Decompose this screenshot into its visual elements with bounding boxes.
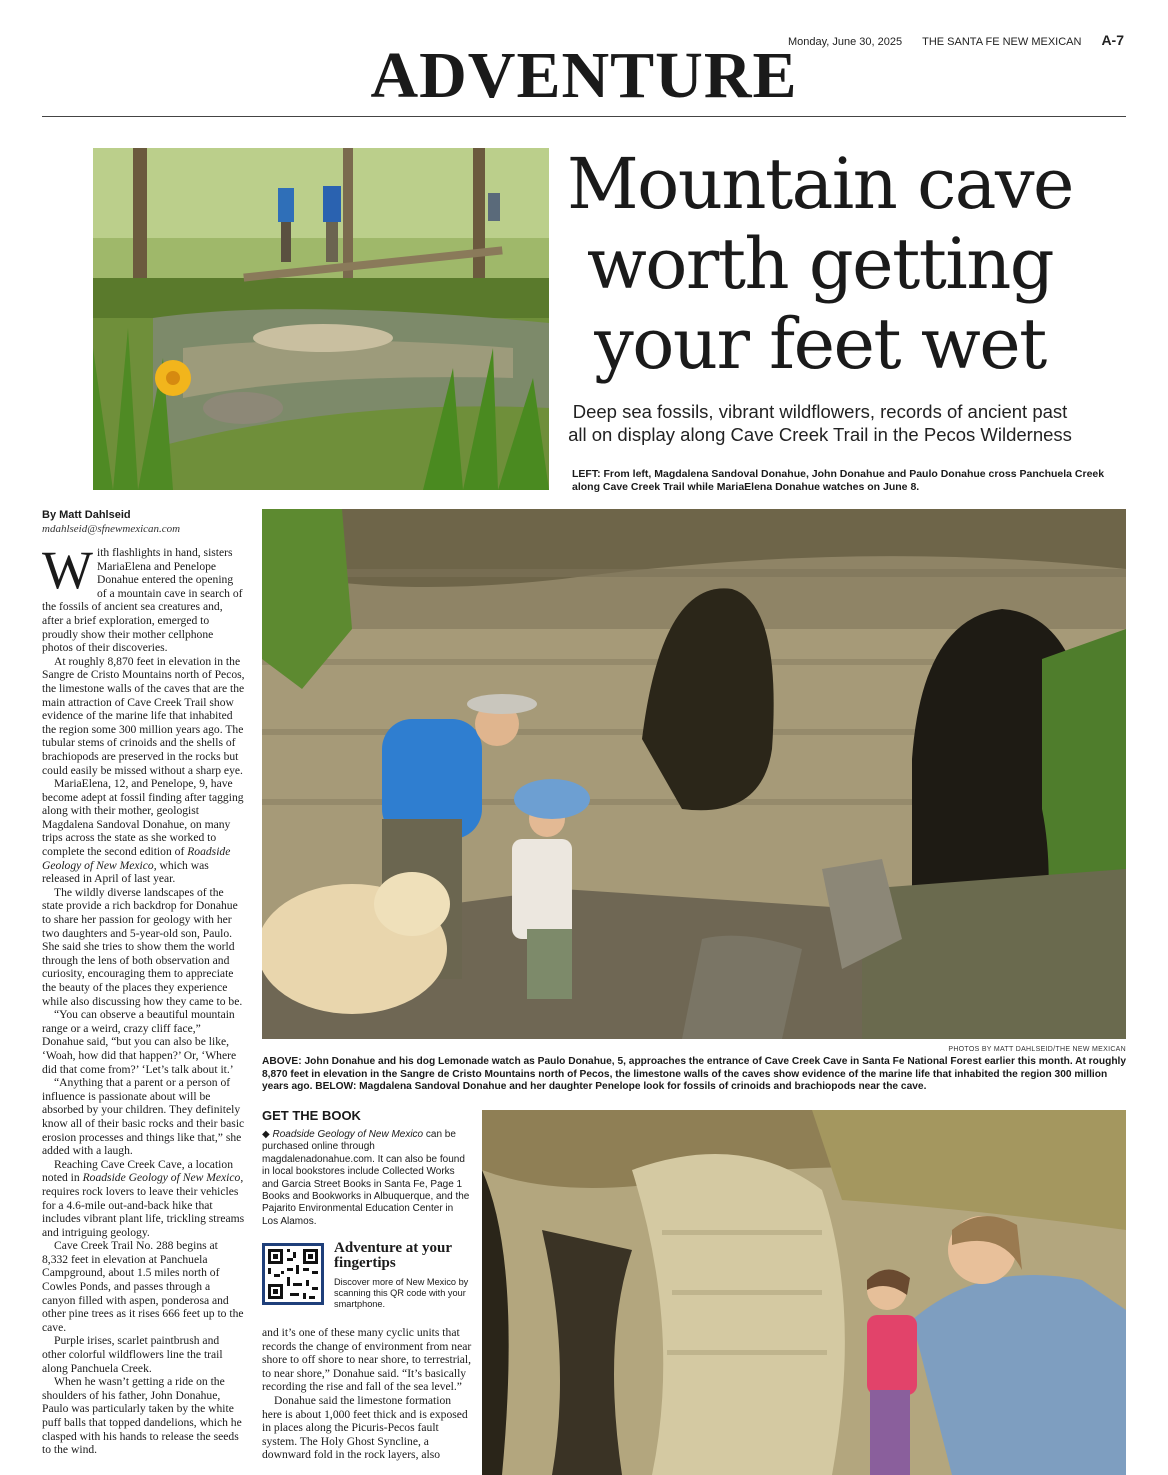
book-purchase-info: can be purchased online through magdalenadonahue.com. It can also be found in local bookstores include Collected Works and Garcia Street Books in Santa Fe, Page 1 Books and Bookworks in Albuquerque, and the Pajarito Environmental Education Center in Los Alamos.	[262, 1129, 470, 1227]
headline	[560, 144, 1080, 384]
headline-line-3: your feet wet	[594, 303, 1046, 385]
article-column-2	[262, 1326, 472, 1462]
main-photo-caption: ABOVE: John Donahue and his dog Lemonade watch as Paulo Donahue, 5, approaches the entrance of Cave Creek Cave in Santa Fe National Forest earlier this month. At roughly 8,870 feet in elevation in the Sangre de Cristo Mountains north of Pecos, the limestone walls of the caves show evidence of the marine life that inhabited the region 300 million years ago. BELOW: Magdalena Sandoval Donahue and her daughter Penelope look for fossils of crinoids and brachiopods near the cave.	[262, 1056, 1127, 1093]
article-text: , which was released in April of last year.	[42, 858, 209, 886]
article-paragraph: The wildly diverse landscapes of the state provide a rich backdrop for Donahue to share her passion for geology with her two daughters and 5-year-old son, Paulo. She said she tries to show them the world through the lens of both observation and curiosity, encouraging them to appreciate the beauty of the places they experience while also discussing how they came to be.	[42, 885, 243, 1008]
issue-date: Monday, June 30, 2025	[787, 36, 903, 48]
article-paragraph: Cave Creek Trail No. 288 begins at 8,332 feet in elevation at Panchuela Campground, about 1.5 miles north of Cowles Ponds, and passes through a canyon filled with aspen, ponderosa and other pine trees as it rises 666 feet up to the cave.	[42, 1239, 244, 1334]
subheadline-line-2: all on display along Cave Creek Trail in the Pecos Wilderness	[568, 424, 1072, 445]
creek-crossing-photo	[93, 148, 549, 490]
article-text: , requires rock lovers to leave their vehicles for a 4.6-mile out-and-back hike that includes vibrant plant life, trickling streams and intriguing geology.	[42, 1171, 245, 1239]
byline-email: mdahlseid@sfnewmexican.com	[42, 523, 181, 535]
article-paragraph: Purple irises, scarlet paintbrush and other colorful wildflowers line the trail along Panchuela Creek.	[42, 1334, 223, 1375]
article-paragraph: and it’s one of these many cyclic units that records the change of environment from near shore to off shore to near shore, to terrestrial, to near shore,” Donahue said. “It’s basically recording the rise and fall of the sea level.”	[262, 1326, 472, 1394]
article-column	[42, 540, 245, 1457]
top-photo-caption: LEFT: From left, Magdalena Sandoval Donahue, John Donahue and Paulo Donahue cross Panchuela Creek along Cave Creek Trail while MariaElena Donahue watches on June 8.	[572, 468, 1105, 493]
header-divider	[42, 116, 1126, 117]
headline-line-2: worth getting	[586, 223, 1054, 305]
headline-line-1: Mountain cave	[567, 143, 1073, 225]
article-text: MariaElena, 12, and Penelope, 9, have become adept at fossil finding after tagging along with their mother, geologist Magdalena Sandoval Donahue, on many trips across the state as she worked to complete the second edition of	[42, 777, 244, 859]
bullet-icon: ◆	[262, 1129, 270, 1140]
get-the-book-body	[262, 1129, 472, 1228]
subheadline	[560, 400, 1080, 446]
qr-promo-title: Adventure at your fingertips	[334, 1240, 452, 1271]
article-paragraph: “You can observe a beautiful mountain range or a weird, crazy cliff face,” Donahue said, “but you can also be like, ‘Woah, how did that happen?’ Or, ‘Where did that come from?’ ‘Let’s talk about it.’	[42, 1008, 237, 1076]
article-paragraph	[42, 540, 245, 655]
photo-credit: PHOTOS BY MATT DAHLSEID/THE NEW MEXICAN	[948, 1046, 1126, 1053]
article-paragraph	[42, 1158, 245, 1240]
article-paragraph: Donahue said the limestone formation here is about 1,000 feet thick and is exposed in places along the Picuris-Pecos fault system. The Holy Ghost Syncline, a downward fold in the rock layers, also	[262, 1393, 468, 1462]
book-title: Roadside Geology of New Mexico	[272, 1129, 424, 1140]
drop-cap: W	[42, 540, 93, 600]
qr-promo-text: Discover more of New Mexico by scanning this QR code with your smartphone.	[334, 1277, 469, 1309]
page-number: A-7	[1101, 32, 1124, 48]
publication-name: THE SANTA FE NEW MEXICAN	[922, 36, 1082, 48]
article-text: Reaching Cave Creek Cave, a location noted in	[42, 1157, 233, 1185]
article-paragraph: At roughly 8,870 feet in elevation in the Sangre de Cristo Mountains north of Pecos, the limestone walls of the caves that are the main attraction of Cave Creek Trail show evidence of the marine life that inhabited the region some 300 million years ago. The tubular stems of crinoids and the shells of brachiopods are preserved in the rocks but could easily be missed without a sharp eye.	[42, 654, 245, 777]
article-paragraph	[42, 777, 245, 886]
byline-author: By Matt Dahlseid	[42, 509, 131, 521]
get-the-book-heading: GET THE BOOK	[262, 1108, 361, 1123]
fossil-search-photo	[482, 1110, 1126, 1475]
cave-entrance-photo	[262, 509, 1126, 1039]
subheadline-line-1: Deep sea fossils, vibrant wildflowers, records of ancient past	[572, 401, 1068, 422]
article-paragraph: When he wasn’t getting a ride on the shoulders of his father, John Donahue, Paulo was particularly taken by the white puff balls that topped dandelions, which he clasped with his hands to release the seeds to the wind.	[42, 1375, 242, 1457]
book-title: Roadside Geology of New Mexico	[82, 1171, 241, 1185]
article-paragraph: “Anything that a parent or a person of influence is passionate about will be absorbed by your children. They definitely know all of their basic rocks and their basic erosion processes and things like that,” she added with a laugh.	[42, 1076, 245, 1158]
article-text: ith flashlights in hand, sisters MariaElena and Penelope Donahue entered the opening of a mountain cave in search of the fossils of ancient sea creatures and, after a brief exploration, emerged to proudly show their mother cellphone photos of their discoveries.	[42, 546, 243, 655]
qr-code-icon[interactable]	[262, 1243, 324, 1305]
book-title: Roadside Geology of New Mexico	[42, 845, 231, 872]
section-title: ADVENTURE	[370, 39, 798, 112]
